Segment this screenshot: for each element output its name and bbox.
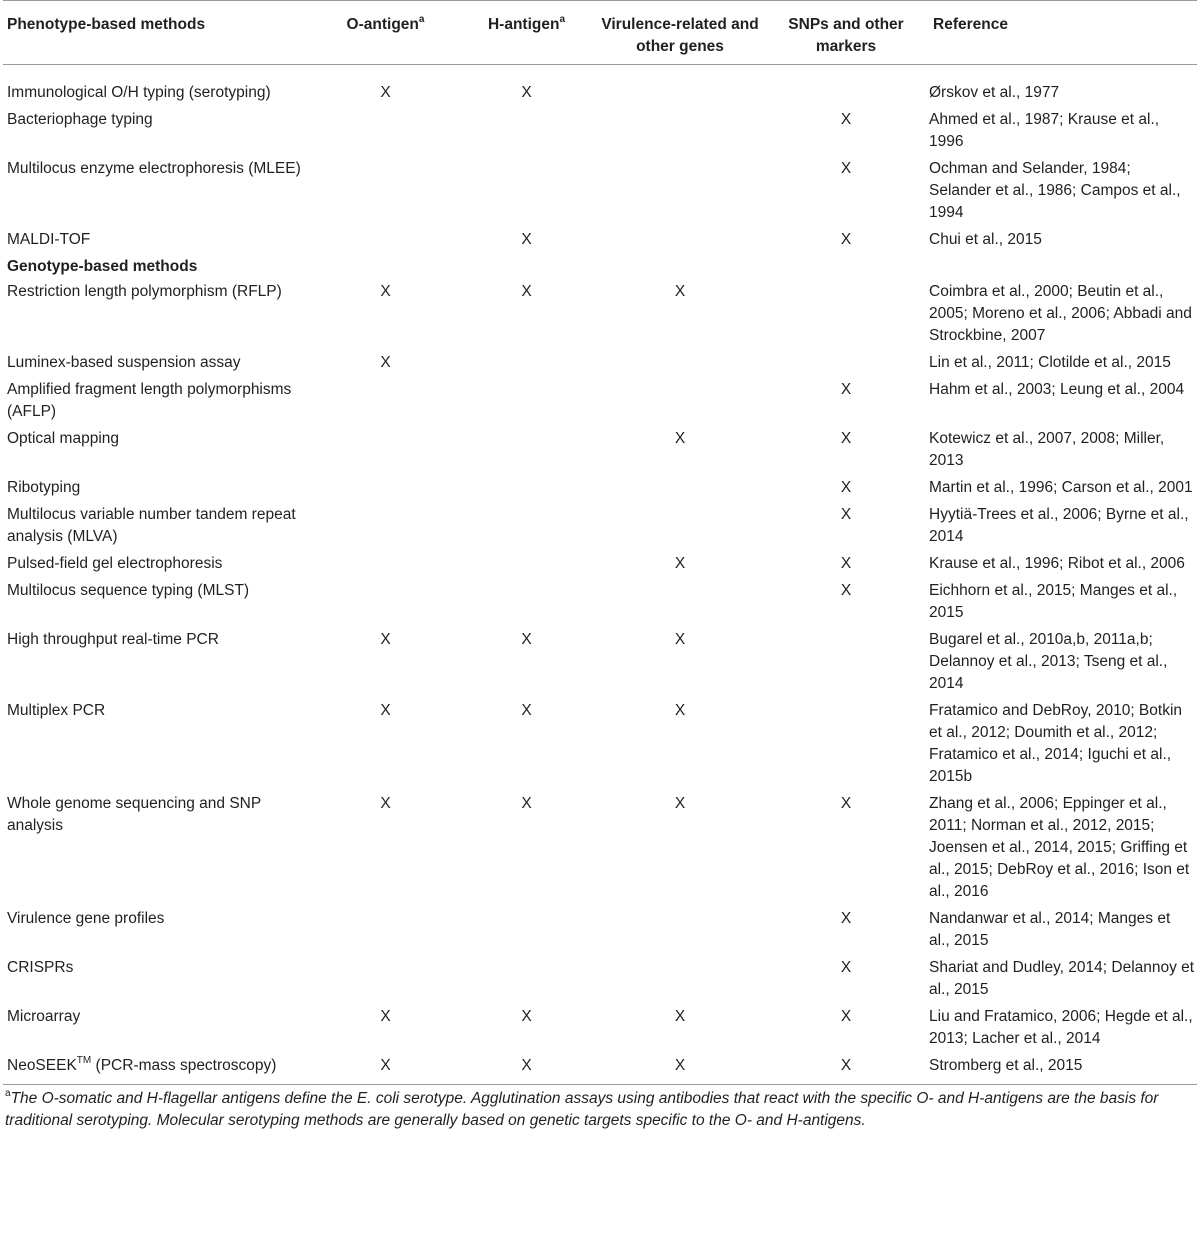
- table-footnote: [5, 1088, 1194, 1132]
- method-name: Restriction length polymorphism (RFLP): [7, 283, 282, 300]
- cell-snp: [763, 65, 929, 110]
- table-row: [3, 793, 1197, 908]
- cell-method: [3, 281, 315, 352]
- methods-table: [3, 0, 1197, 1085]
- cell-o-antigen: X: [380, 354, 391, 371]
- method-suffix: (PCR-mass spectroscopy): [91, 1057, 277, 1074]
- cell-method: [3, 580, 315, 629]
- cell-o-antigen: [315, 504, 456, 553]
- method-name: CRISPRs: [7, 959, 74, 976]
- table-row: [3, 477, 1197, 504]
- cell-o-antigen: [315, 957, 456, 1006]
- header-reference: Reference: [933, 16, 1008, 33]
- header-snp: SNPs and other markers: [788, 16, 904, 55]
- cell-virulence: X: [674, 631, 686, 648]
- cell-virulence: X: [674, 555, 686, 572]
- cell-o-antigen: [315, 109, 456, 158]
- cell-h-antigen: [456, 158, 597, 229]
- method-name: Virulence gene profiles: [7, 910, 165, 927]
- cell-h-antigen: [456, 428, 597, 477]
- cell-virulence: [597, 504, 763, 553]
- cell-virulence: [597, 908, 763, 957]
- cell-reference: Zhang et al., 2006; Eppinger et al., 2011; Norman et al., 2012, 2015; Joensen et al., 2014, 2015; Griffing et al., 2015; DebRoy et al., 2016; Ison et al., 2016: [929, 795, 1190, 900]
- cell-reference: Eichhorn et al., 2015; Manges et al., 2015: [929, 582, 1178, 621]
- table-row: [3, 428, 1197, 477]
- cell-snp: [763, 352, 929, 379]
- cell-h-antigen: [456, 352, 597, 379]
- cell-h-antigen: X: [521, 795, 532, 812]
- cell-reference: Bugarel et al., 2010a,b, 2011a,b; Delannoy et al., 2013; Tseng et al., 2014: [929, 631, 1168, 692]
- cell-reference: Fratamico and DebRoy, 2010; Botkin et al., 2012; Doumith et al., 2012; Fratamico et al., 2014; Iguchi et al., 2015b: [929, 702, 1183, 785]
- table-row: [3, 957, 1197, 1006]
- cell-reference: Nandanwar et al., 2014; Manges et al., 2015: [929, 910, 1171, 949]
- cell-h-antigen: X: [521, 702, 532, 719]
- cell-snp: [763, 700, 929, 793]
- cell-snp: X: [840, 959, 852, 976]
- method-name: Bacteriophage typing: [7, 111, 153, 128]
- cell-virulence: [597, 477, 763, 504]
- method-name: Multilocus enzyme electrophoresis (MLEE): [7, 160, 301, 177]
- cell-snp: X: [840, 160, 852, 177]
- footnote-text: The O-somatic and H-flagellar antigens define the E. coli serotype. Agglutination assays using antibodies that react with the specific O- and H-antigens are the basis for traditional serotyping. Molecular serotyping methods are generally based on genetic targets specific to the O- and H-antigens.: [5, 1090, 1159, 1129]
- header-virulence: Virulence-related and other genes: [601, 16, 759, 55]
- cell-snp: X: [840, 111, 852, 128]
- cell-o-antigen: [315, 428, 456, 477]
- table-row: [3, 109, 1197, 158]
- cell-reference: Liu and Fratamico, 2006; Hegde et al., 2013; Lacher et al., 2014: [929, 1008, 1193, 1047]
- cell-virulence: [597, 158, 763, 229]
- table-row: [3, 504, 1197, 553]
- table-row: [3, 553, 1197, 580]
- cell-h-antigen: [456, 379, 597, 428]
- cell-method: [3, 477, 315, 504]
- cell-reference: Ørskov et al., 1977: [929, 84, 1060, 101]
- cell-virulence: [597, 65, 763, 110]
- cell-snp: X: [840, 555, 852, 572]
- cell-method: [3, 352, 315, 379]
- cell-h-antigen: X: [521, 631, 532, 648]
- cell-o-antigen: [315, 553, 456, 580]
- cell-method: [3, 428, 315, 477]
- cell-snp: X: [840, 506, 852, 523]
- table-row: [3, 229, 1197, 256]
- method-name: Multilocus sequence typing (MLST): [7, 582, 250, 599]
- method-name: Multilocus variable number tandem repeat analysis (MLVA): [7, 506, 296, 545]
- cell-reference: Ochman and Selander, 1984; Selander et al., 1986; Campos et al., 1994: [929, 160, 1181, 221]
- method-name: Luminex-based suspension assay: [7, 354, 241, 371]
- table-row: [3, 352, 1197, 379]
- table-row: [3, 65, 1197, 110]
- cell-method: [3, 1055, 315, 1085]
- cell-virulence: [597, 580, 763, 629]
- header-h-antigen: H-antigen$^a$: [487, 13, 566, 33]
- cell-method: [3, 1006, 315, 1055]
- cell-h-antigen: X: [521, 283, 532, 300]
- cell-o-antigen: [315, 229, 456, 256]
- cell-reference: Lin et al., 2011; Clotilde et al., 2015: [929, 354, 1171, 371]
- cell-h-antigen: [456, 957, 597, 1006]
- cell-h-antigen: [456, 477, 597, 504]
- cell-method: [3, 700, 315, 793]
- section-heading: Genotype-based methods: [7, 258, 198, 275]
- cell-snp: [763, 281, 929, 352]
- cell-method: [3, 908, 315, 957]
- table-row: [3, 700, 1197, 793]
- cell-reference: Chui et al., 2015: [929, 231, 1042, 248]
- cell-reference: Hyytiä-Trees et al., 2006; Byrne et al., 2014: [929, 506, 1189, 545]
- cell-o-antigen: [315, 580, 456, 629]
- cell-o-antigen: [315, 379, 456, 428]
- method-name: NeoSEEK: [7, 1057, 77, 1074]
- cell-h-antigen: [456, 580, 597, 629]
- cell-method: [3, 504, 315, 553]
- cell-reference: Stromberg et al., 2015: [929, 1057, 1083, 1074]
- cell-method: [3, 957, 315, 1006]
- cell-method: [3, 158, 315, 229]
- table-row: [3, 1006, 1197, 1055]
- cell-snp: X: [840, 381, 852, 398]
- cell-snp: X: [840, 795, 852, 812]
- cell-reference: Hahm et al., 2003; Leung et al., 2004: [929, 381, 1185, 398]
- method-name: Optical mapping: [7, 430, 120, 447]
- cell-reference: Martin et al., 1996; Carson et al., 2001: [929, 479, 1193, 496]
- table-row: [3, 158, 1197, 229]
- cell-reference: Ahmed et al., 1987; Krause et al., 1996: [929, 111, 1160, 150]
- cell-snp: X: [840, 910, 852, 927]
- table-body: [3, 65, 1197, 1085]
- cell-virulence: X: [674, 795, 686, 812]
- cell-h-antigen: [456, 504, 597, 553]
- cell-reference: Coimbra et al., 2000; Beutin et al., 2005; Moreno et al., 2006; Abbadi and Strockbine, 2007: [929, 283, 1192, 344]
- cell-method: [3, 229, 315, 256]
- table-row: [3, 1055, 1197, 1085]
- cell-o-antigen: X: [380, 283, 391, 300]
- cell-virulence: [597, 229, 763, 256]
- cell-method: [3, 65, 315, 110]
- method-name: Amplified fragment length polymorphisms (AFLP): [7, 381, 292, 420]
- section-row: [3, 256, 1197, 281]
- header-method: Phenotype-based methods: [7, 16, 206, 33]
- cell-o-antigen: X: [380, 84, 391, 101]
- table-row: [3, 908, 1197, 957]
- cell-virulence: X: [674, 1057, 686, 1074]
- cell-o-antigen: X: [380, 1008, 391, 1025]
- cell-virulence: X: [674, 430, 686, 447]
- table-row: [3, 379, 1197, 428]
- cell-snp: X: [840, 1008, 852, 1025]
- cell-h-antigen: [456, 553, 597, 580]
- footnote-marker: a: [5, 1087, 11, 1099]
- cell-h-antigen: X: [521, 1057, 532, 1074]
- cell-o-antigen: X: [380, 1057, 391, 1074]
- cell-o-antigen: X: [380, 795, 391, 812]
- cell-virulence: X: [674, 702, 686, 719]
- cell-virulence: X: [674, 283, 686, 300]
- cell-virulence: [597, 379, 763, 428]
- cell-method: [3, 109, 315, 158]
- method-name: Whole genome sequencing and SNP analysis: [7, 795, 261, 834]
- cell-o-antigen: [315, 908, 456, 957]
- header-o-antigen: O-antigen$^a$: [346, 13, 425, 33]
- cell-h-antigen: [456, 908, 597, 957]
- cell-virulence: [597, 957, 763, 1006]
- table-row: [3, 281, 1197, 352]
- cell-h-antigen: X: [521, 1008, 532, 1025]
- cell-o-antigen: X: [380, 631, 391, 648]
- method-name: Microarray: [7, 1008, 81, 1025]
- method-name: Multiplex PCR: [7, 702, 106, 719]
- cell-method: [3, 793, 315, 908]
- cell-snp: X: [840, 430, 852, 447]
- cell-method: [3, 553, 315, 580]
- cell-snp: X: [840, 1057, 852, 1074]
- cell-virulence: [597, 109, 763, 158]
- method-name: High throughput real-time PCR: [7, 631, 219, 648]
- cell-snp: X: [840, 582, 852, 599]
- method-name: Ribotyping: [7, 479, 81, 496]
- cell-snp: [763, 629, 929, 700]
- method-name: MALDI-TOF: [7, 231, 91, 248]
- cell-o-antigen: [315, 477, 456, 504]
- cell-snp: X: [840, 231, 852, 248]
- cell-reference: Kotewicz et al., 2007, 2008; Miller, 2013: [929, 430, 1165, 469]
- cell-o-antigen: [315, 158, 456, 229]
- method-name: Pulsed-field gel electrophoresis: [7, 555, 223, 572]
- method-name: Immunological O/H typing (serotyping): [7, 84, 271, 101]
- cell-h-antigen: X: [521, 231, 532, 248]
- table-row: [3, 629, 1197, 700]
- cell-method: [3, 379, 315, 428]
- cell-h-antigen: X: [521, 84, 532, 101]
- cell-method: [3, 629, 315, 700]
- cell-reference: Shariat and Dudley, 2014; Delannoy et al., 2015: [929, 959, 1195, 998]
- table-row: [3, 580, 1197, 629]
- cell-o-antigen: X: [380, 702, 391, 719]
- cell-h-antigen: [456, 109, 597, 158]
- cell-reference: Krause et al., 1996; Ribot et al., 2006: [929, 555, 1185, 572]
- cell-virulence: [597, 352, 763, 379]
- cell-snp: X: [840, 479, 852, 496]
- cell-virulence: X: [674, 1008, 686, 1025]
- table-header-row: [3, 1, 1197, 65]
- method-superscript: TM: [76, 1054, 92, 1066]
